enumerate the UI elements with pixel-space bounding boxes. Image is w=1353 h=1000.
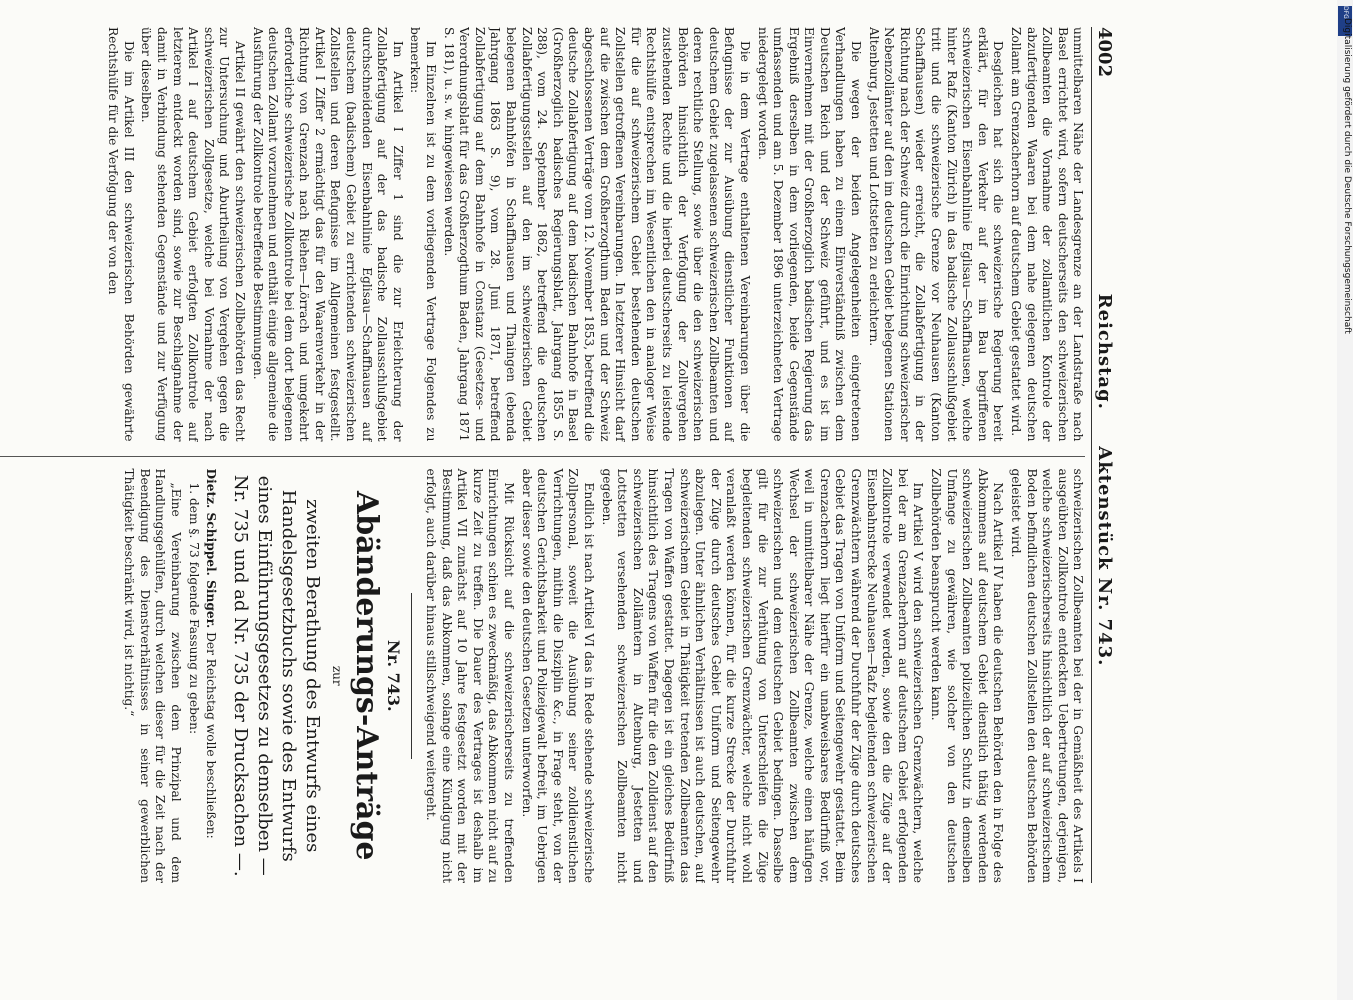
paragraph: Im Artikel I Ziffer 1 sind die zur Erleichterung der Zollabfertigung auf der das badische Zollausschlußgebiet durchschneidenden Eisenbahnlinie Eglisau—Schaffhausen auf deutschem (badischem) Gebiet zu errichtenden schweizerischen Zollstellen und deren Befugnisse im Allgemeinen festgestellt. Artikel I Ziffer 2 ermächtigt das für den Waarenverkehr in der Richtung von Grenzach nach Riehen—Lörrach und umgekehrt erforderliche schweizerische Zollkontrole bei dem dort belegenen deutschen Zollamt vorzunehmen und enthält einige allgemeine die Ausführung der Zollkontrole betreffende Bestimmungen. xyxy=(250,27,405,442)
paragraph: Endlich ist nach Artikel VI das in Rede stehende schweizerische Zollpersonal, soweit die Ausübung seiner zolldienstlichen Verrichtungen, mithin die Disziplin &c., in Frage steht, von der deutschen Gerichtsbarkeit und Polizeigewalt befreit, im Uebrigen aber dieser sowie den deutschen Gesetzen unterworfen. xyxy=(519,468,596,883)
motion-intro xyxy=(203,469,219,884)
document-number: Nr. 743. xyxy=(384,639,404,712)
paragraph: Nach Artikel IV haben die deutschen Behörden den in Folge des Abkommens auf deutschem Gebiet dienstlich thätig werdenden schweizerischen Zollbeamten polizeilichen Schutz in demselben Umfange zu gewähren, wie solcher von den deutschen Zollbehörden beansprucht werden kann. xyxy=(929,468,1006,883)
motion-quote: „Eine Vereinbarung zwischen dem Prinzipal und dem Handlungsgehülfen, durch welchen dieser für die Zeit nach der Beendigung des Dienstverhältnisses in seiner gewerblichen Thätigkeit beschränkt wird, ist nichtig.“ xyxy=(122,468,184,883)
paragraph: Artikel II gewährt den schweizerischen Zollbehörden das Recht zur Untersuchung und Aburtheilung von Vergehen gegen die schweizerischen Zollgesetze, welche bei Vornahme der nach Artikel I auf deutschem Gebiet erfolgten Zollkontrole auf letzterem entdeckt worden sind, sowie zur Beschlagnahme der damit in Verbindung stehenden Gegenstände und zur Verfügung über dieselben. xyxy=(139,27,247,442)
document-page xyxy=(0,5,1130,905)
running-title: Reichstag. Aktenstück Nr. 743. xyxy=(1094,293,1115,667)
paragraph: unmittelbaren Nähe der Landesgrenze an der Landstraße nach Basel errichtet wird, sofern deutscherseits den schweizerischen Zollbeamten die Vornahme der zollamtlichen Kontrole der abzufertigenden Waaren bei dem nahe gelegenen deutschen Zollamt am Grenzacherhorn auf deutschem Gebiet gestattet wird. xyxy=(1009,27,1086,442)
document-subject: zweiten Berathung des Entwurfs eines Handelsgesetzbuchs sowie des Entwurfs eines Einführungsgesetzes zu demselben — Nr. 735 und ad Nr. 735 der Drucksachen —. xyxy=(230,474,324,877)
paragraph: Die in dem Vertrage enthaltenen Vereinbarungen über die Befugnisse der zur Ausübung dienstlicher Funktionen auf deutschem Gebiet zugelassenen schweizerischen Zollbeamten und deren rechtliche Stellung, sowie über die den schweizerischen Behörden hinsichtlich der Verfolgung der Zollvergehen zustehenden Rechte und die hierbei deutscherseits zu leistende Rechtshülfe entsprechen im Wesentlichen den in analoger Weise für die auf schweizerischem Gebiet bestehenden deutschen Zollstellen getroffenen Vereinbarungen. In letzterer Hinsicht darf auf die zwischen dem Großherzogthum Baden und der Schweiz abgeschlossenen Verträge vom 12. November 1853, betreffend die deutsche Zollabfertigung auf dem badischen Bahnhofe in Basel (Großherzoglich badisches Regierungsblatt, Jahrgang 1855 S. 288), vom 24. September 1862, betreffend die deutschen Zollabfertigungsstellen auf den im schweizerischen Gebiet belegenen Bahnhöfen in Schaffhausen und Thaingen (ebenda Jahrgang 1863 S. 9), vom 28. Juni 1871, betreffend Zollabfertigung auf dem Bahnhofe in Constanz (Gesetzes- und Verordnungsblatt für das Großherzogthum Baden, Jahrgang 1871 S. 181), u. s. w. hingewiesen werden. xyxy=(441,27,752,442)
title-connector: zur xyxy=(329,665,344,686)
paragraph: Im Einzelnen ist zu dem vorliegenden Vertrage Folgendes zu bemerken: xyxy=(408,27,439,442)
paragraph: schweizerischen Zollbeamten bei der in Gemäßheit des Artikels I ausgeübten Zollkontrole entdeckten Uebertretungen, derjenigen, welche schweizerischerseits hinsichtlich der auf schweizerischem Boden befindlichen deutschen Zollstellen den deutschen Behörden geleistet wird. xyxy=(1009,468,1086,883)
page-header xyxy=(1091,27,1115,883)
signers: Dietz. Schippel. Singer. xyxy=(204,468,219,629)
text-columns xyxy=(0,27,1085,883)
paragraph: Im Artikel V wird den schweizerischen Grenzwächtern, welche bei der am Grenzacherhorn auf deutschem Gebiet erfolgenden Zollkontrole verwendet werden, sowie den die Züge auf der Eisenbahnstrecke Neuhausen—Rafz begleitenden schweizerischen Grenzwächtern während der Durchfuhr der Züge durch deutsches Gebiet das Tragen von Uniform und Seitengewehr gestattet. Beim Grenzacherhorn liegt hierfür ein unabweisbares Bedürfniß vor, weil in unmittelbarer Nähe der Grenze, welche einen häufigen Wechsel der schweizerischen Zollbeamten zwischen dem schweizerischen und dem deutschen Gebiet bedingen. Dasselbe gilt für die zur Verhütung von Unterschleifen die Züge begleitenden schweizerischen Grenzwächter, welche nicht wohl veranlaßt werden können, für die kurze Strecke der Durchfuhr der Züge durch deutsches Gebiet Uniform und Seitengewehr abzulegen. Unter ähnlichen Verhältnissen ist auch deutschen, auf schweizerischem Gebiet in Thätigkeit tretenden Zollbeamten das Tragen von Waffen gestattet. Dagegen ist ein gleiches Bedürfniß hinsichtlich des Tragens von Waffen für die den Zolldienst auf den schweizerischen Zollämtern in Altenburg, Jestetten und Lottstetten versehenden schweizerischen Zollbeamten nicht gegeben. xyxy=(599,468,926,883)
paragraph: Desgleichen hat sich die schweizerische Regierung bereit erklärt, für den Verkehr auf der im Bau begriffenen schweizerischen Eisenbahnlinie Eglisau—Schaffhausen, welche hinter Rafz (Kanton Zürich) in das badische Zollausschlußgebiet tritt und die schweizerische Grenze vor Neuhausen (Kanton Schaffhausen) wieder erreicht, die Zollabfertigung in der Richtung nach der Schweiz durch die Einrichtung schweizerischer Nebenzollämter auf den im deutschen Gebiet belegenen Stationen Altenburg, Jestetten und Lottstetten zu erleichtern. xyxy=(866,27,1006,442)
paragraph: Mit Rücksicht auf die schweizerischerseits zu treffenden Einrichtungen schien es zweckmäßig, das Abkommen nicht auf zu kurze Zeit zu treffen. Die Dauer des Vertrages ist deshalb im Artikel VII zunächst auf 10 Jahre festgesetzt worden mit der Bestimmung, daß das Abkommen, solange eine Kündigung nicht erfolgt, auch darüber hinaus stillschweigend weitergeht. xyxy=(424,468,517,883)
dfg-logo: DFG xyxy=(1338,6,1352,36)
paragraph: Die wegen der beiden Angelegenheiten eingetretenen Verhandlungen haben zu einem Einverständniß zwischen dem Deutschen Reich und der Schweiz geführt, und es ist im Einvernehmen mit der Großherzoglich badischen Regierung das Ergebniß derselben in dem vorliegenden, beide Gegenstände umfassenden und am 5. Dezember 1896 unterzeichneten Vertrage niedergelegt worden. xyxy=(755,27,864,442)
motion-item: 1. dem §. 73 folgende Fassung zu geben: xyxy=(186,482,201,735)
paragraph: Die im Artikel III den schweizerischen Behörden gewährte Rechtshülfe für die Verfolgung der von den xyxy=(106,27,136,442)
document-title: Abänderungs-Anträge xyxy=(348,490,384,861)
section-divider xyxy=(411,593,412,759)
left-column xyxy=(0,27,1085,442)
page-number: 4002 xyxy=(1094,27,1115,78)
right-column xyxy=(0,456,1085,884)
digitization-credit: Digitalisierung gefördert durch die Deutsche Forschungsgemeinschaft xyxy=(1342,18,1352,334)
motion-text: Der Reichstag wolle beschließen: xyxy=(204,632,219,839)
credit-strip xyxy=(1337,0,1353,1000)
